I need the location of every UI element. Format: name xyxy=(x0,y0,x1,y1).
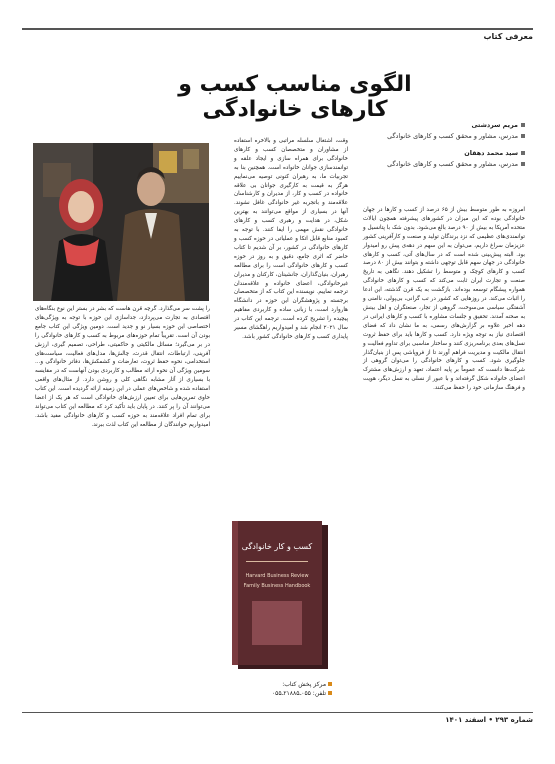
bullet-icon xyxy=(521,123,525,127)
article-column-right xyxy=(363,206,525,393)
book-cover-subtitle: Family Business Handbook xyxy=(243,583,311,589)
section-label: معرفی کتاب xyxy=(483,32,533,41)
bullet-icon xyxy=(521,151,525,155)
bullet-icon xyxy=(328,682,332,686)
body-text: را پشت سر می‌گذارد. گرچه قرن هاست که بشر در بستر این نوع بنگاه‌های اقتصادی به تجارت می‌پردازد، جداسازی این حوزه با توجه به ویژگی‌های اختصاصی این حوزه بسیار نو و جدید است. دومین ویژگی این کتاب جامع بودن آن است. تقریباً تمام حوزه‌های مربوط به کسب و کارهای خانوادگی را در بر می‌گیرد؛ مسائل مالکیتی و حاکمیتی، طراحی، تصمیم گیری، ارزش آفرینی، ارتباطات، انتقال قدرت، چالش‌ها، مدل‌های فعالیت، سیاست‌های استخدامی، نحوه حفظ ثروت، تعارضات و کشمکش‌ها، دفاتر خانوادگی و... سومین ویژگی آن نحوه ارائه مطالب و کاربردی بودن آنهاست که در مقایسه با بسیاری از آثار مشابه نگاهی کلی و روشن دارد. از مثال‌های واقعی استفاده شده و شاخص‌های عملی در این زمینه ارائه گردیده است. این کتاب حاوی تمرین‌هایی برای تعیین ارزش‌های خانوادگی است که هر یک از اعضا می‌توانند آن را پر کنند. در پایان باید تأکید کرد که مطالعه این کتاب می‌تواند برای تمام افراد علاقه‌مند به حوزه کسب و کارهای خانوادگی مفید باشد. امیدواریم خوانندگان از مطالعه این کتاب لذت ببرند. xyxy=(35,306,210,428)
article-column-left xyxy=(35,305,210,430)
bullet-icon xyxy=(521,162,525,166)
author-2 xyxy=(365,148,525,170)
author-list xyxy=(365,120,525,176)
body-text: امروزه به طور متوسط بیش از ۶۵ درصد از کسب و کارها در جهان خانوادگی بوده که این میزان در کشورهای پیشرفته همچون ایالات متحده آمریکا به بیش از ۹۰ درصد بالغ می‌شود. بدون شک با پتانسیل و توانمندی‌های عظیمی که نزد برندگان تولید و صنعت و کارآفرینی کشور عزیزمان سراغ داریم، می‌توان به این سهم در دهه‌ی پیش رو امیدوار بود. البته پیش‌بینی شده است که در سال‌های آتی، کسب و کارهای خانوادگی در جهان سهم قابل توجهی داشته و بتوانند بیش از ۸۰ درصد کسب و کارهای کوچک و متوسط را تشکیل دهند. نگاهی به تاریخ صنعت و تجارت ایران ثابت می‌کند که کسب و کارهای خانوادگی همواره پیشگام توسعه بوده‌اند. بازگشت به یک قرن گذشته، این ادعا را اثبات می‌کند. در روزهایی که کشور در تب گرانی، بی‌پولی، ناامنی و آشفتگی سیاسی می‌سوخت، گروهی از تجار، صنعتگران و اهل بینش به صحنه آمدند. تحقیق و جلسات مشاوره با کسب و کارهای ایرانی در دهه اخیر علاوه بر گزارش‌های رسمی، به ما نشان داد که فضای اقتصادی نیاز به توجه ویژه دارد. کسب و کارها باید برای حفظ ثروت نسل‌های بعدی برنامه‌ریزی کنند و ساختار مناسبی برای تداوم فعالیت و انتقال مالکیت و مدیریت فراهم آورند تا از فروپاشی پس از بنیان‌گذار جلوگیری شود. کسب و کارهای خانوادگی را می‌توان گروهی از شرکت‌ها دانست که عموماً بر پایه اعتماد، تعهد و ارزش‌های مشترک اعضای خانواده شکل گرفته‌اند و با عبور از نسلی به نسل دیگر، هویت و فرهنگ سازمانی خود را حفظ می‌کنند. xyxy=(363,207,525,392)
article-title: الگوی مناسب کسب و کارهای خانوادگی xyxy=(178,72,412,122)
top-rule xyxy=(22,28,533,30)
distribution-phone: تلفن: ۰۵۵ـ۲۱۸۸۵ـ۰۵۵ xyxy=(271,690,327,697)
author-name: سید محمد دهقان xyxy=(464,148,518,157)
authors-photo xyxy=(33,143,209,301)
book-distribution-info xyxy=(232,680,332,698)
author-1 xyxy=(365,120,525,142)
issue-footer: شماره ۲۹۳ • اسفند ۱۴۰۱ xyxy=(445,716,533,724)
book-cover-title: کسب و کار خانوادگی xyxy=(241,542,313,551)
author-role: مدرس، مشاور و محقق کسب و کارهای خانوادگی xyxy=(387,131,518,140)
phone-icon xyxy=(328,691,332,695)
book-cover xyxy=(232,521,330,671)
bullet-icon xyxy=(521,134,525,138)
body-text: وقت، اشتغال سلسله مراتبی و بالاخره استفاده از مشاوران و متخصصان کسب و کارهای خانوادگی برای همراه سازی و ایجاد علقه و توانمندسازی جوانان خانواده است. همچنین بنا به تجربیات ما، به رهبران کنونی توصیه می‌نماییم هرگز به قیمت به کارگیری جوانان بی علاقه خانواده در کسب و کار، از مدیران و کارشناسان علاقه‌مند و باتجربه غیر خانوادگی غافل نشوند. آنها در بسیاری از مواقع می‌توانند به بهترین شکل، در هدایت و رهبری کسب و کارهای خانوادگی نقش مهمی را ایفا کنند. با توجه به کمبود منابع قابل اتکا و عملیاتی در حوزه کسب و کارهای خانوادگی در کشور، بر آن شدیم تا کتاب حاضر که اثری جامع، دقیق و به روز در حوزه کسب و کارهای خانوادگی است را برای مطالعه رهبران، بنیان‌گذاران، جانشینان، کارکنان و مدیران غیرخانوادگی، اعضای خانواده و علاقه‌مندان ترجمه نماییم. نویسنده این کتاب که از متخصصان برجسته و پژوهشگران این حوزه در دانشگاه هاروارد است، با زبانی ساده و کاربردی مفاهیم پیچیده را تشریح کرده است. ترجمه این کتاب در سال ۲۰۲۱ انجام شد و امیدواریم راهگشای مسیر پایداری کسب و کارهای خانوادگی کشور باشد. xyxy=(234,138,348,340)
book-cover-series: Harvard Business Review xyxy=(245,573,309,579)
article-column-middle xyxy=(234,137,348,342)
bottom-rule xyxy=(22,712,533,713)
author-role: مدرس، مشاور و محقق کسب و کارهای خانوادگی xyxy=(387,159,518,168)
author-name: مریم سردشتی xyxy=(471,121,518,129)
distribution-label: مرکز پخش کتاب: xyxy=(282,681,327,688)
